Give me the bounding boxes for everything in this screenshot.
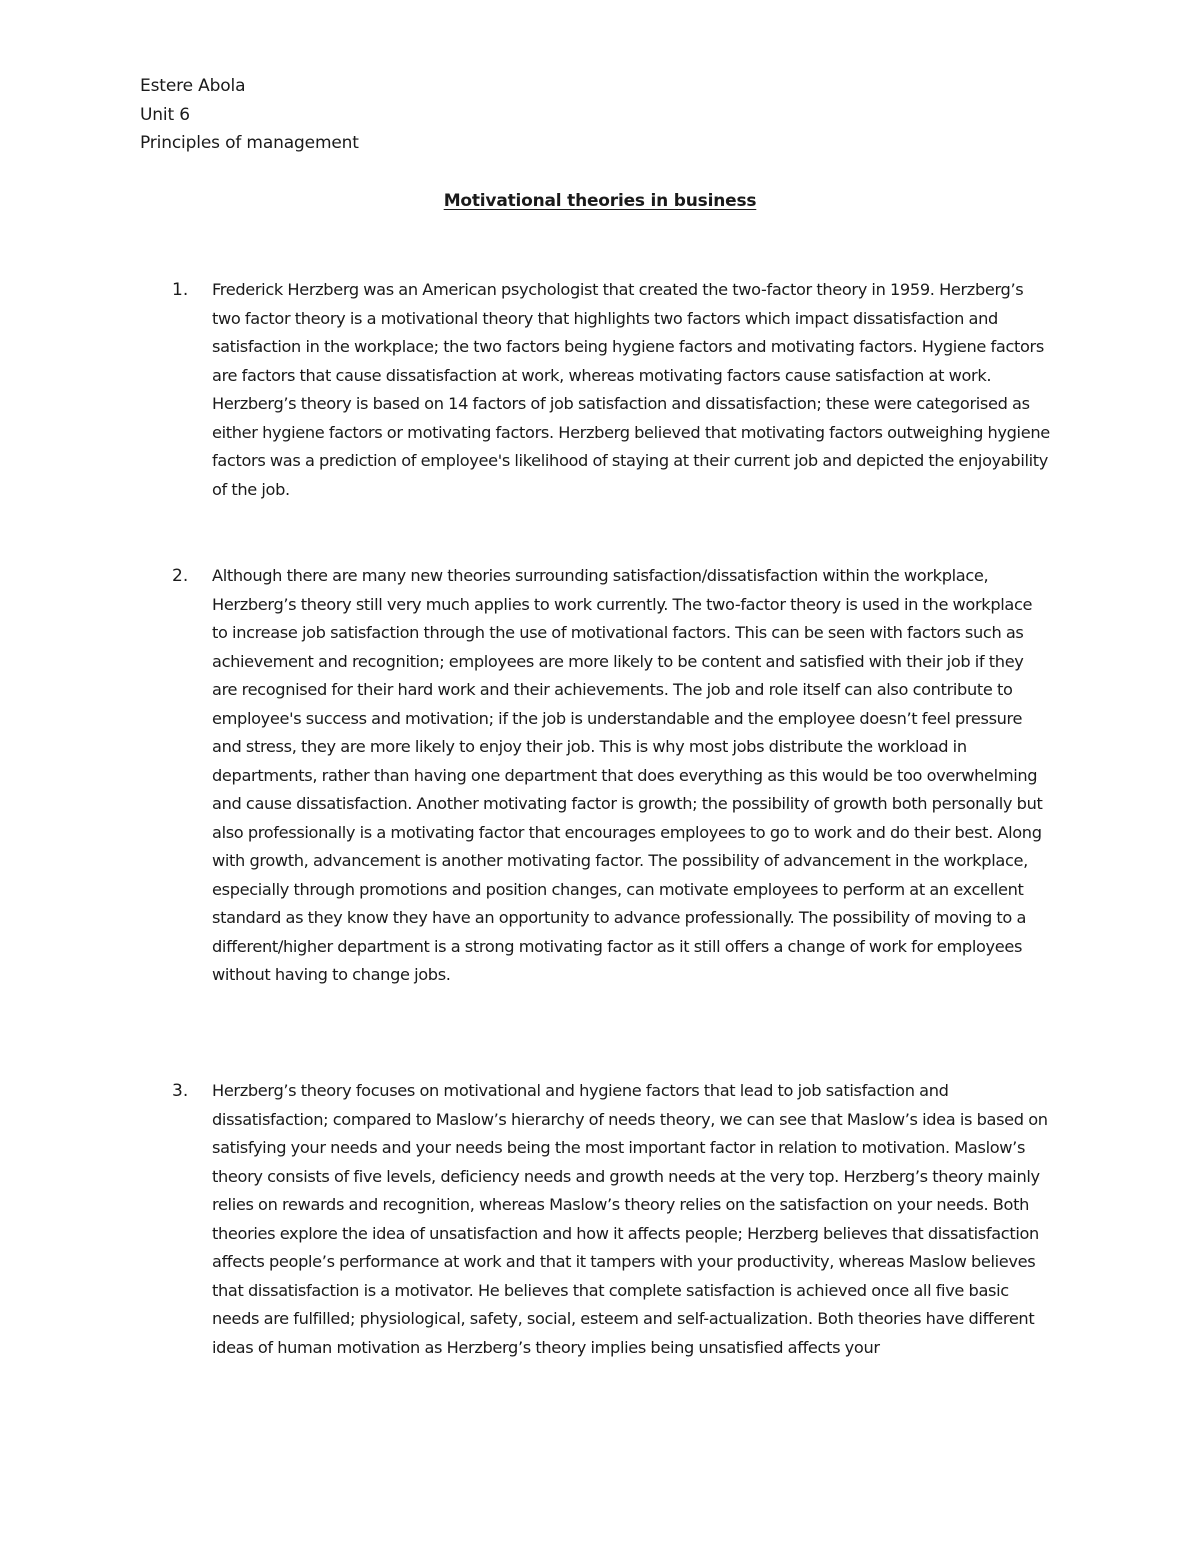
list-item-paragraph: Herzberg’s theory focuses on motivational and hygiene factors that lead to job satisfaction and dissatisfaction; compared to Maslow’s hierarchy of needs theory, we can see that Maslow’s idea is based on satisfying your needs and your needs being the most important factor in relation to motivation. Maslow’s theory consists of five levels, deficiency needs and growth needs at the very top. Herzberg’s theory mainly relies on rewards and recognition, whereas Maslow’s theory relies on the satisfaction on your needs. Both theories explore the idea of unsatisfaction and how it affects people; Herzberg believes that dissatisfaction affects people’s performance at work and that it tampers with your productivity, whereas Maslow believes that dissatisfaction is a motivator. He believes that complete satisfaction is achieved once all five basic needs are fulfilled; physiological, safety, social, esteem and self-actualization. Both theories have different ideas of human motivation as Herzberg’s theory implies being unsatisfied affects your	[212, 1081, 1048, 1357]
document-header	[140, 72, 359, 158]
document-title-text: Motivational theories in business	[443, 191, 757, 211]
list-item-number: 3.	[172, 1081, 189, 1101]
list-item-number: 1.	[172, 280, 189, 300]
unit-label: Unit 6	[140, 104, 190, 125]
document-title	[0, 187, 1200, 215]
course-name: Principles of management	[140, 133, 359, 153]
list-item-number: 2.	[172, 566, 189, 586]
list-item-paragraph: Although there are many new theories surrounding satisfaction/dissatisfaction within the workplace, Herzberg’s theory still very much applies to work currently. The two-factor theory is used in the workplace to increase job satisfaction through the use of motivational factors. This can be seen with factors such as achievement and recognition; employees are more likely to be content and satisfied with their job if they are recognised for their hard work and their achievements. The job and role itself can also contribute to employee's success and motivation; if the job is understandable and the employee doesn’t feel pressure and stress, they are more likely to enjoy their job. This is why most jobs distribute the workload in departments, rather than having one department that does everything as this would be too overwhelming and cause dissatisfaction. Another motivating factor is growth; the possibility of growth both personally but also professionally is a motivating factor that encourages employees to go to work and do their best. Along with growth, advancement is another motivating factor. The possibility of advancement in the workplace, especially through promotions and position changes, can motivate employees to perform at an excellent standard as they know they have an opportunity to advance professionally. The possibility of moving to a different/higher department is a strong motivating factor as it still offers a change of work for employees without having to change jobs.	[212, 566, 1043, 984]
author-name: Estere Abola	[140, 76, 246, 96]
list-item-paragraph: Frederick Herzberg was an American psychologist that created the two-factor theory in 1959. Herzberg’s two factor theory is a motivational theory that highlights two factors which impact dissatisfaction and satisfaction in the workplace; the two factors being hygiene factors and motivating factors. Hygiene factors are factors that cause dissatisfaction at work, whereas motivating factors cause satisfaction at work. Herzberg’s theory is based on 14 factors of job satisfaction and dissatisfaction; these were categorised as either hygiene factors or motivating factors. Herzberg believed that motivating factors outweighing hygiene factors was a prediction of employee's likelihood of staying at their current job and depicted the enjoyability of the job.	[212, 280, 1050, 499]
